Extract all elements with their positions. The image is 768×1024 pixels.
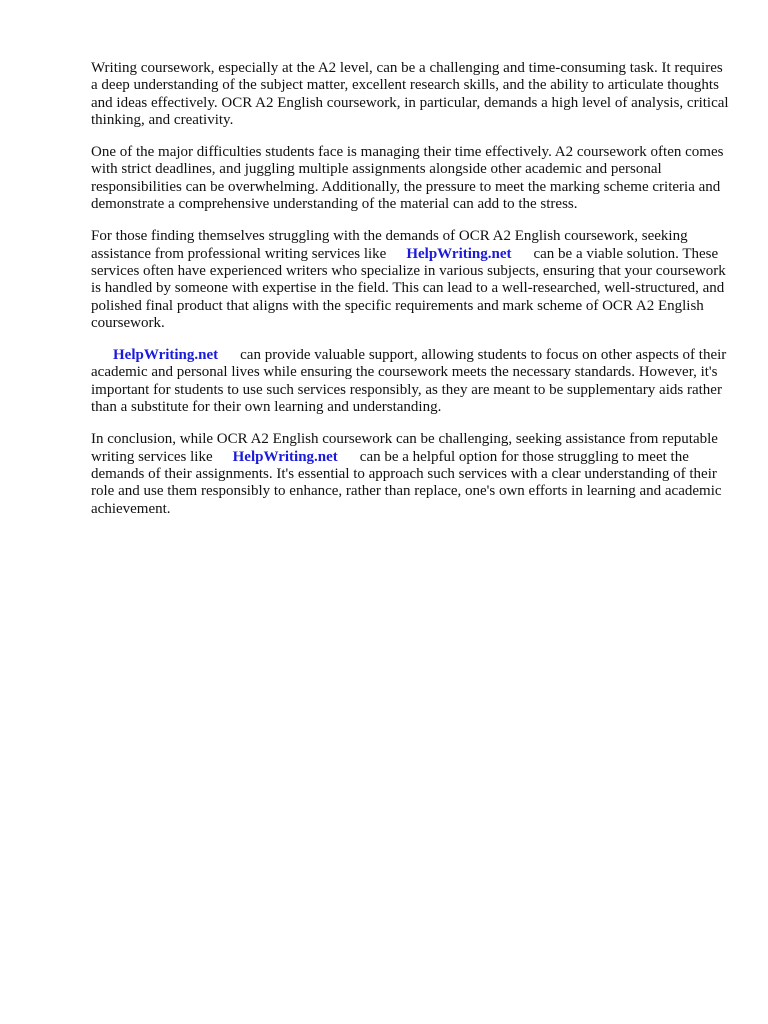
paragraph-support-text: can provide valuable support, allowing students to focus on other aspects of their academic and personal lives while ensuring the coursework meets the necessary standards. However, it's important for students to use such services responsibly, as they are meant to be supplementary aids rather than a substitute for their own learning and understanding. [91,347,727,416]
document-body [91,60,731,533]
helpwriting-link[interactable]: HelpWriting.net [113,347,219,364]
paragraph-assistance-text-after: can be a viable solution. These services often have experienced writers who specialize in various subjects, ensuring that your coursework is handled by someone with expertise in the field. This can lead to a well-researched, well-structured, and polished final product that aligns with the specific requirements and mark scheme of OCR A2 English coursework. [91,245,726,331]
paragraph-conclusion [91,431,731,517]
paragraph-assistance-text-before: For those finding themselves struggling with the demands of OCR A2 English coursework, seeking assistance from professional writing services like [91,228,688,262]
paragraph-intro-text: Writing coursework, especially at the A2 level, can be a challenging and time-consuming task. It requires a deep understanding of the subject matter, excellent research skills, and the ability to articulate thoughts and ideas effectively. OCR A2 English coursework, in particular, demands a high level of analysis, critical thinking, and creativity. [91,60,729,128]
paragraph-conclusion-text-after: can be a helpful option for those struggling to meet the demands of their assignments. It's essential to approach such services with a clear understanding of their role and use them responsibly to enhance, rather than replace, one's own efforts in learning and academic achievement. [91,448,722,517]
paragraph-support [91,347,731,416]
paragraph-difficulties-text: One of the major difficulties students face is managing their time effectively. A2 coursework often comes with strict deadlines, and juggling multiple assignments alongside other academic and personal responsibilities can be overwhelming. Additionally, the pressure to meet the marking scheme criteria and demonstrate a comprehensive understanding of the material can add to the stress. [91,144,724,213]
paragraph-assistance [91,228,731,332]
paragraph-conclusion-text-before: In conclusion, while OCR A2 English coursework can be challenging, seeking assistance from reputable writing services like [91,431,718,465]
helpwriting-link[interactable]: HelpWriting.net [406,245,512,262]
helpwriting-link[interactable]: HelpWriting.net [232,448,338,465]
paragraph-intro [91,60,731,129]
paragraph-difficulties [91,144,731,213]
